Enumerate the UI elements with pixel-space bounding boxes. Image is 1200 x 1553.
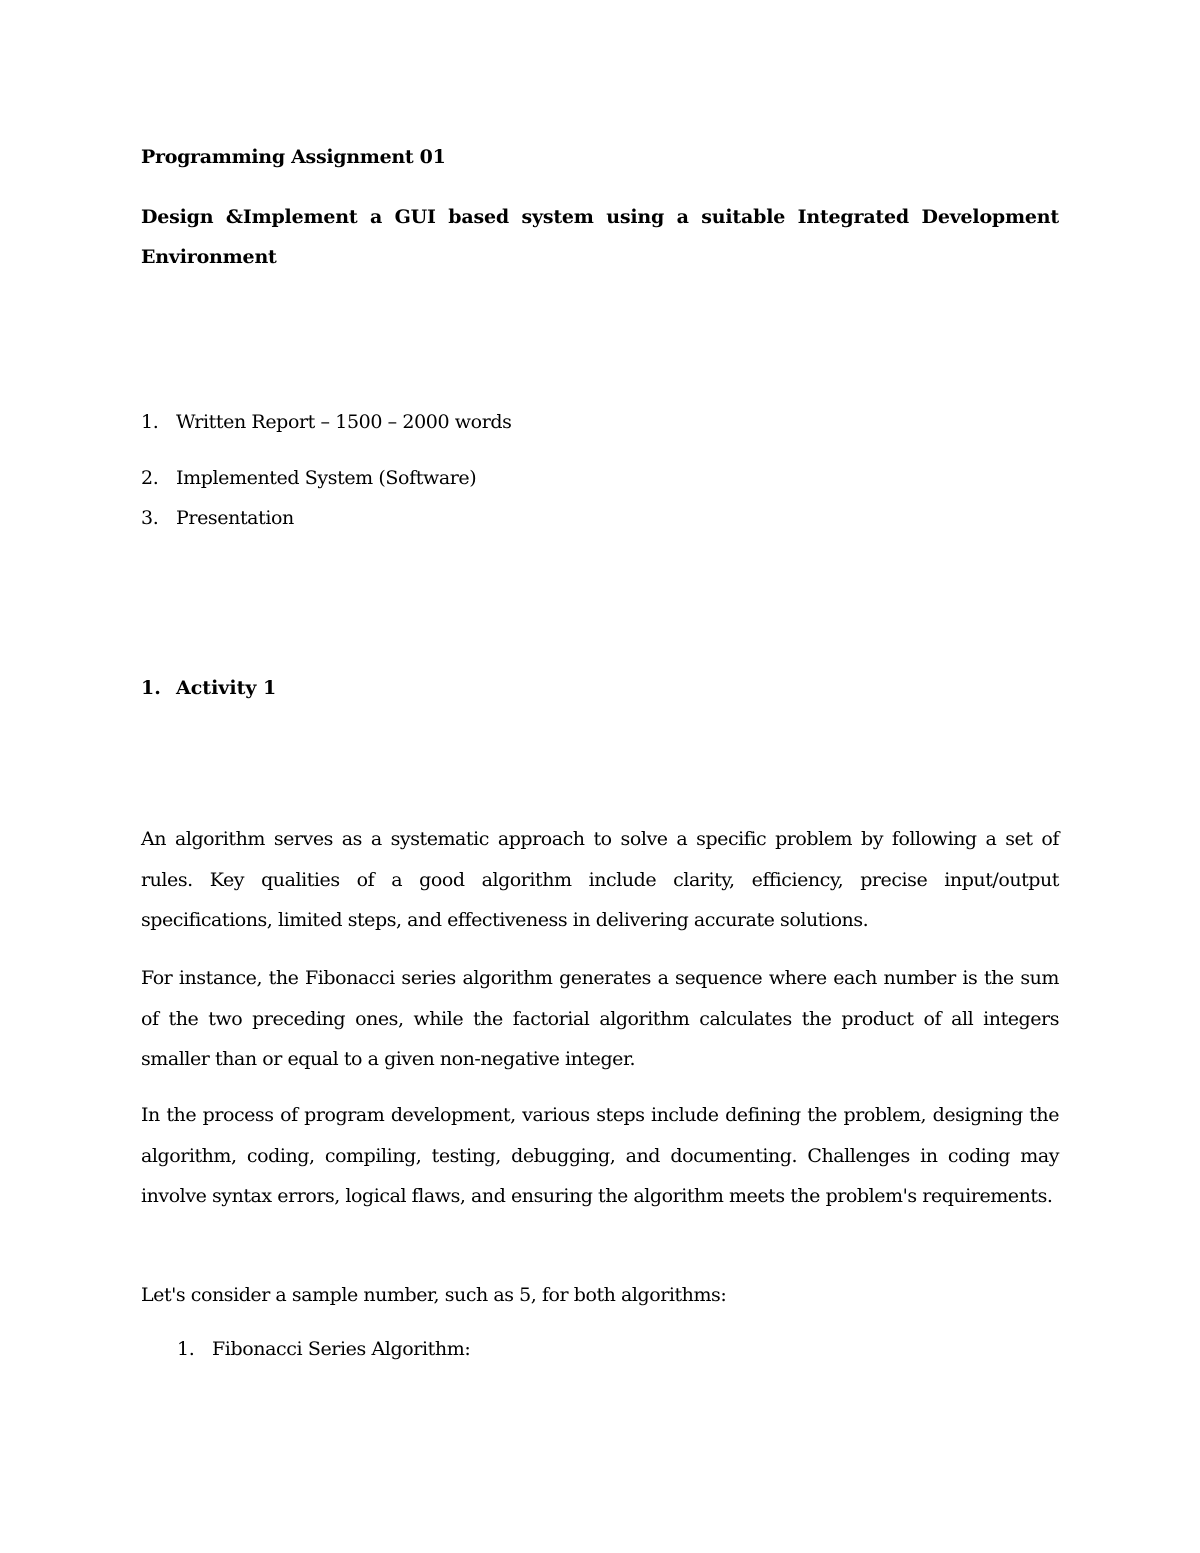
- sub-list-item-number: 1.: [177, 1338, 195, 1360]
- list-item: [141, 464, 476, 492]
- document-subtitle: Design &Implement a GUI based system using a suitable Integrated Development Environment: [141, 206, 1059, 268]
- list-item-number: 3.: [141, 507, 159, 529]
- body-paragraph: An algorithm serves as a systematic approach to solve a specific problem by following a set of rules. Key qualities of a good algorithm include clarity, efficiency, precise input/output specifications, limited steps, and effectiveness in delivering accurate solutions.: [141, 828, 1059, 931]
- section-number: 1.: [141, 677, 161, 699]
- list-item: [141, 504, 294, 532]
- list-item-text: Presentation: [176, 507, 294, 529]
- document-title: Programming Assignment 01: [141, 146, 446, 168]
- list-item-number: 2.: [141, 467, 159, 489]
- body-paragraph: For instance, the Fibonacci series algorithm generates a sequence where each number is the sum of the two preceding ones, while the factorial algorithm calculates the product of all integers smaller than or equal to a given non-negative integer.: [141, 967, 1059, 1070]
- list-item: [141, 408, 512, 436]
- body-paragraph: In the process of program development, various steps include defining the problem, designing the algorithm, coding, compiling, testing, debugging, and documenting. Challenges in coding may involve syntax errors, logical flaws, and ensuring the algorithm meets the problem's requirements.: [141, 1104, 1059, 1207]
- section-heading: [141, 674, 276, 702]
- body-paragraph: Let's consider a sample number, such as 5, for both algorithms:: [141, 1284, 727, 1306]
- sub-list-item: [177, 1335, 470, 1363]
- list-item-text: Written Report – 1500 – 2000 words: [176, 411, 512, 433]
- section-heading-text: Activity 1: [176, 677, 277, 699]
- list-item-number: 1.: [141, 411, 159, 433]
- list-item-text: Implemented System (Software): [176, 467, 477, 489]
- sub-list-item-text: Fibonacci Series Algorithm:: [212, 1338, 471, 1360]
